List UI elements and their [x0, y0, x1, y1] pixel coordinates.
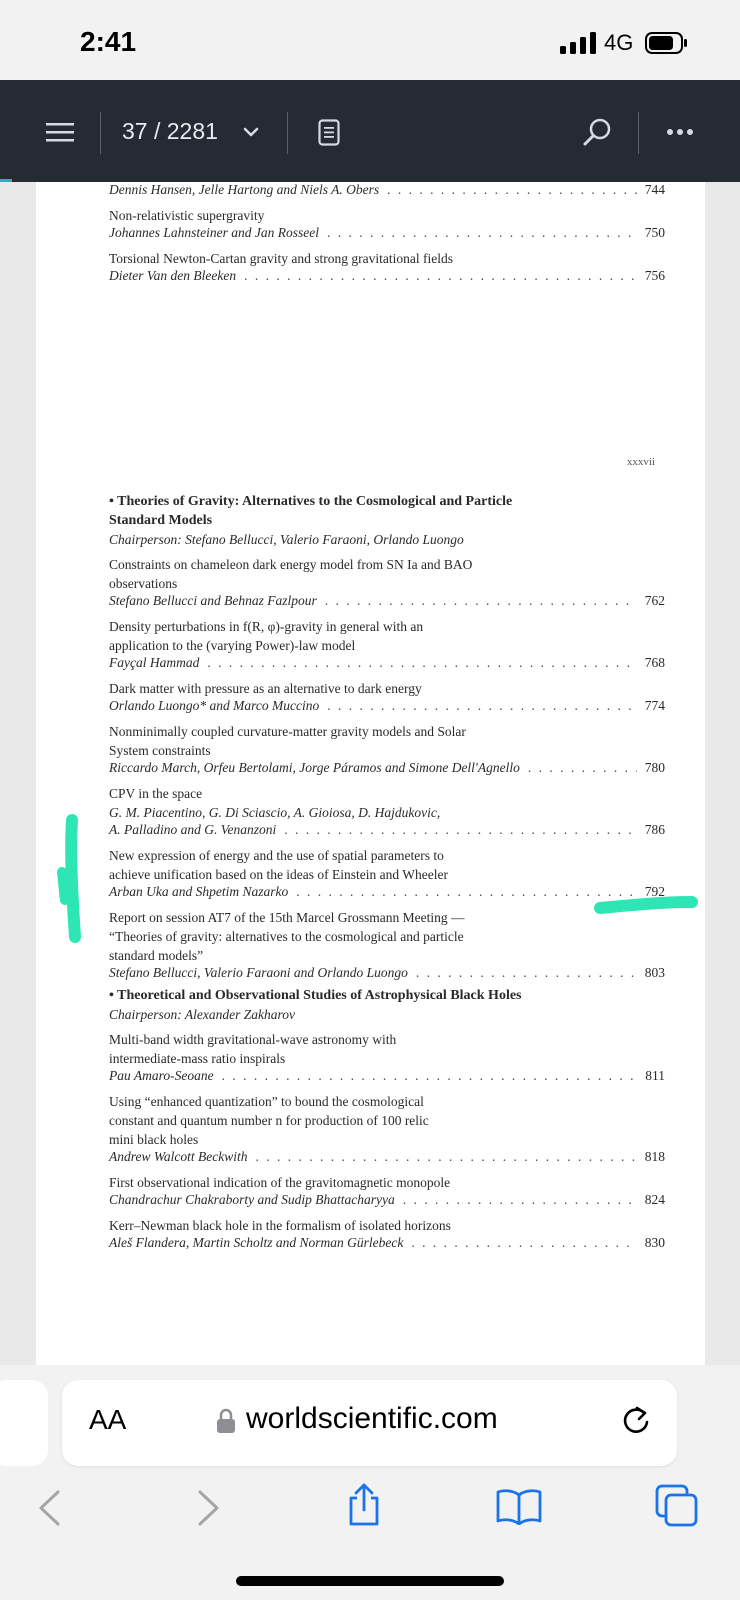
toc-title: System constraints	[109, 743, 211, 758]
more-options-icon[interactable]	[666, 128, 694, 136]
bookmarks-icon[interactable]	[495, 1487, 543, 1525]
toc-authors: G. M. Piacentino, G. Di Sciascio, A. Gioiosa, D. Hajdukovic,	[109, 805, 441, 820]
toc-title: First observational indication of the gravitomagnetic monopole	[109, 1175, 451, 1190]
toc-title: Kerr–Newman black hole in the formalism of isolated horizons	[109, 1218, 451, 1233]
previous-tab-card[interactable]	[0, 1380, 48, 1466]
toc-page-number: 824	[644, 1192, 665, 1207]
roman-page-number: xxxvii	[626, 456, 655, 468]
toc-entry[interactable]	[109, 846, 665, 903]
toc-page-number: 811	[645, 1068, 665, 1083]
menu-icon[interactable]	[46, 120, 74, 144]
toc-page-number: 744	[644, 182, 665, 197]
table-of-contents	[109, 492, 665, 1259]
home-indicator	[236, 1576, 504, 1586]
toc-page-number: 818	[644, 1149, 665, 1164]
text-size-button[interactable]: AA	[89, 1404, 127, 1435]
toc-entry[interactable]	[109, 206, 665, 244]
highlighter-mark	[592, 890, 702, 920]
toc-authors: Arban Uka and Shpetim Nazarko	[109, 884, 289, 899]
chevron-down-icon[interactable]	[243, 126, 259, 138]
toolbar-divider	[100, 112, 101, 154]
network-label: 4G	[604, 30, 634, 55]
toc-title: Nonminimally coupled curvature-matter gravity models and Solar	[109, 724, 466, 739]
toc-entry[interactable]	[109, 1030, 665, 1087]
toc-page-number: 750	[644, 225, 665, 240]
url-domain[interactable]: worldscientific.com	[246, 1402, 498, 1435]
toolbar-divider	[287, 112, 288, 154]
tabs-icon[interactable]	[654, 1483, 700, 1529]
document-viewer[interactable]	[0, 182, 740, 1365]
toc-title: standard models”	[109, 948, 204, 963]
battery-icon	[645, 32, 687, 54]
section-heading-cont: Standard Models	[109, 513, 213, 528]
toc-authors: Stefano Bellucci, Valerio Faraoni and Orlando Luongo	[109, 965, 408, 980]
toc-authors: Dennis Hansen, Jelle Hartong and Niels A. Obers	[109, 182, 380, 197]
status-time: 2:41	[80, 26, 137, 57]
toc-entry[interactable]	[109, 249, 665, 287]
search-icon[interactable]	[582, 116, 614, 148]
toc-title: Non-relativistic supergravity	[109, 208, 265, 223]
toc-entry[interactable]	[109, 784, 665, 841]
toc-title: observations	[109, 576, 178, 591]
toc-authors: Johannes Lahnsteiner and Jan Rosseel	[109, 225, 319, 240]
toc-page-number: 780	[644, 760, 665, 775]
toc-page-number: 803	[644, 965, 665, 980]
toc-page-number: 774	[644, 698, 665, 713]
share-icon[interactable]	[346, 1482, 382, 1528]
toc-authors: Riccardo March, Orfeu Bertolami, Jorge Páramos and Simone Dell'Agnello	[109, 760, 520, 775]
document-page	[36, 392, 705, 1365]
toc-entry[interactable]	[109, 1092, 665, 1168]
toc-authors: Pau Amaro-Seoane	[109, 1068, 214, 1083]
toc-authors: A. Palladino and G. Venanzoni	[109, 822, 277, 837]
section-chair: Chairperson: Alexander Zakharov	[109, 1007, 295, 1022]
reader-toolbar	[0, 80, 740, 182]
signal-icon	[560, 32, 600, 54]
toc-title: “Theories of gravity: alternatives to the cosmological and particle	[109, 929, 464, 944]
toc-title: mini black holes	[109, 1132, 199, 1147]
toc-title: New expression of energy and the use of spatial parameters to	[109, 848, 444, 863]
section-chair: Chairperson: Stefano Bellucci, Valerio Faraoni, Orlando Luongo	[109, 532, 464, 547]
toc-entry[interactable]	[109, 555, 665, 612]
toolbar-divider	[638, 112, 639, 154]
toc-title: Multi-band width gravitational-wave astronomy with	[109, 1032, 397, 1047]
reload-icon[interactable]	[620, 1404, 652, 1436]
toc-title: Constraints on chameleon dark energy model from SN Ia and BAO	[109, 557, 473, 572]
forward-icon[interactable]	[196, 1488, 222, 1528]
toc-entry[interactable]	[109, 1173, 665, 1211]
toc-page-number: 792	[644, 884, 665, 899]
section-heading: • Theoretical and Observational Studies of Astrophysical Black Holes	[109, 988, 522, 1003]
toc-authors: Orlando Luongo* and Marco Muccino	[109, 698, 320, 713]
toc-page-number: 768	[644, 655, 665, 670]
toc-title: CPV in the space	[109, 786, 203, 801]
toc-title: intermediate-mass ratio inspirals	[109, 1051, 286, 1066]
page-indicator[interactable]: 37 / 2281	[122, 118, 218, 144]
toc-entry[interactable]	[109, 617, 665, 674]
toc-title: Dark matter with pressure as an alternative to dark energy	[109, 681, 422, 696]
table-of-contents	[109, 182, 665, 292]
toc-title: constant and quantum number n for production of 100 relic	[109, 1113, 429, 1128]
toc-authors: Aleš Flandera, Martin Scholtz and Norman Gürlebeck	[109, 1235, 404, 1250]
toc-page-number: 830	[644, 1235, 665, 1250]
toc-authors: Andrew Walcott Beckwith	[109, 1149, 248, 1164]
toc-page-number: 786	[644, 822, 665, 837]
toc-entry[interactable]	[109, 182, 665, 201]
toc-authors: Stefano Bellucci and Behnaz Fazlpour	[109, 593, 317, 608]
toc-authors: Chandrachur Chakraborty and Sudip Bhattacharyya	[109, 1192, 395, 1207]
toc-title: application to the (varying Power)-law model	[109, 638, 356, 653]
toc-title: Report on session AT7 of the 15th Marcel Grossmann Meeting —	[109, 910, 465, 925]
lock-icon	[216, 1408, 236, 1434]
toc-entry[interactable]	[109, 679, 665, 717]
toc-page-number: 756	[644, 268, 665, 283]
highlighter-mark	[50, 812, 100, 952]
toc-title: Using “enhanced quantization” to bound the cosmological	[109, 1094, 424, 1109]
section-heading: • Theories of Gravity: Alternatives to the Cosmological and Particle	[109, 494, 513, 509]
toc-title: Torsional Newton-Cartan gravity and strong gravitational fields	[109, 251, 453, 266]
toc-entry[interactable]	[109, 1216, 665, 1254]
toc-authors: Dieter Van den Bleeken	[109, 268, 237, 283]
toc-title: achieve unification based on the ideas of Einstein and Wheeler	[109, 867, 448, 882]
toc-entry[interactable]	[109, 722, 665, 779]
toc-title: Density perturbations in f(R, φ)-gravity in general with an	[109, 619, 424, 634]
toc-page-number: 762	[644, 593, 665, 608]
toc-entry[interactable]	[109, 908, 665, 984]
back-icon[interactable]	[36, 1488, 62, 1528]
document-view-icon[interactable]	[318, 119, 340, 146]
toc-authors: Fayçal Hammad	[109, 655, 200, 670]
